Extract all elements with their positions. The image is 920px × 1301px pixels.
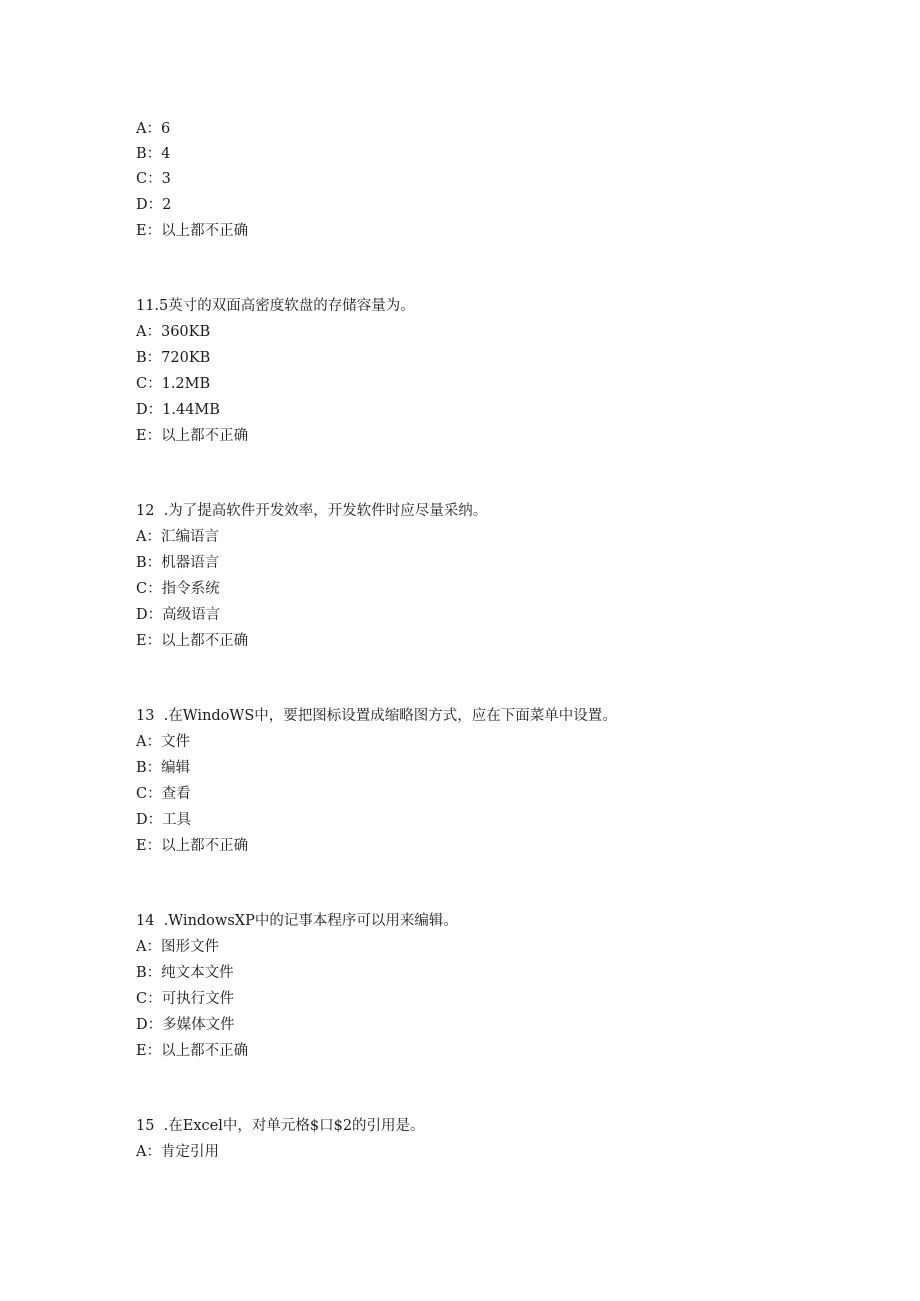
- option-q11-e: E：以上都不正确: [136, 428, 249, 444]
- option-q14-d: D：多媒体文件: [136, 1017, 235, 1033]
- option-q11-a: A：360KB: [136, 324, 211, 340]
- question-15: 15 .在Excel中，对单元格$口$2的引用是。: [136, 1118, 425, 1134]
- option-q10-c: C：3: [136, 171, 171, 187]
- option-q10-e: E：以上都不正确: [136, 223, 249, 239]
- option-q13-c: C：查看: [136, 786, 191, 802]
- option-q14-b: B：纯文本文件: [136, 965, 234, 981]
- option-q13-b: B：编辑: [136, 760, 191, 776]
- option-q12-a: A：汇编语言: [136, 529, 219, 545]
- question-14: 14 .WindowsXP中的记事本程序可以用来编辑。: [136, 913, 458, 929]
- option-q14-e: E：以上都不正确: [136, 1043, 249, 1059]
- option-q10-b: B：4: [136, 146, 171, 162]
- option-q15-a: A：肯定引用: [136, 1144, 219, 1160]
- question-12: 12 .为了提高软件开发效率，开发软件时应尽量采纳。: [136, 503, 488, 519]
- option-q10-a: A：6: [136, 121, 171, 137]
- option-q11-d: D：1.44MB: [136, 402, 220, 418]
- option-q13-e: E：以上都不正确: [136, 838, 249, 854]
- option-q12-c: C：指令系统: [136, 581, 220, 597]
- option-q13-a: A：文件: [136, 734, 190, 750]
- question-13: 13 .在WindoWS中，要把图标设置成缩略图方式，应在下面菜单中设置。: [136, 708, 617, 724]
- option-q12-e: E：以上都不正确: [136, 633, 249, 649]
- option-q10-d: D：2: [136, 197, 172, 213]
- option-q11-c: C：1.2MB: [136, 376, 211, 392]
- option-q11-b: B：720KB: [136, 350, 211, 366]
- option-q14-a: A：图形文件: [136, 939, 219, 955]
- option-q14-c: C：可执行文件: [136, 991, 235, 1007]
- option-q12-b: B：机器语言: [136, 555, 220, 571]
- question-11: 11.5英寸的双面高密度软盘的存储容量为。: [136, 298, 415, 314]
- option-q12-d: D：高级语言: [136, 607, 221, 623]
- option-q13-d: D：工具: [136, 812, 192, 828]
